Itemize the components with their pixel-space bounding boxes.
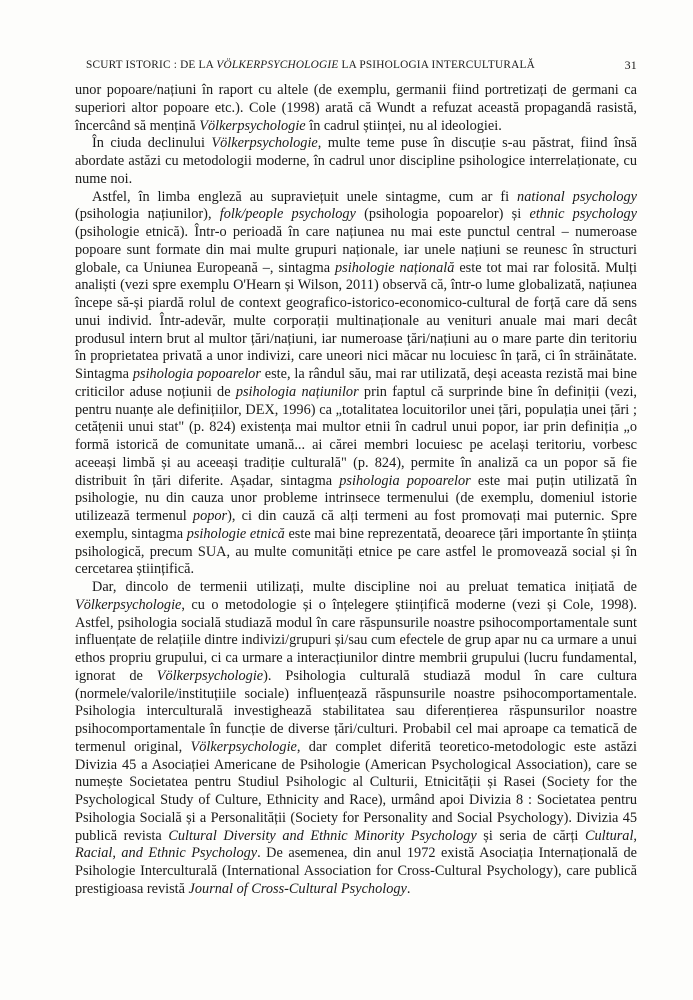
text-run: este, la rândul său, mai rar utilizată, deși aceasta rezistă mai bine criticilor aduse noțiunii de	[75, 366, 637, 400]
running-head	[75, 56, 637, 74]
paragraph	[75, 82, 637, 135]
italic-text: Völkerpsychologie	[211, 135, 318, 152]
paragraph	[75, 189, 637, 580]
italic-text: Völkerpsychologie	[75, 596, 182, 613]
text-run: , dar complet diferită teoretico-metodologic este astăzi Divizia 45 a Asociației Americane de Psihologie (American Psychological Association), care se numește Societatea pentru Studiul Psihologic al Culturii, Etnicității și Rasei (Society for the Psychological Study of Culture, Ethnicity and Race), urmând apoi Divizia 8 : Societatea pentru Psihologia Socială și a Personalității (Society for Personality and Social Psychology). Divizia 45 publică revista	[75, 738, 637, 844]
text-run: (psihologia națiunilor),	[75, 206, 220, 223]
italic-text: Völkerpsychologie	[156, 667, 264, 684]
italic-text: psihologie națională	[335, 259, 455, 276]
text-run: prin faptul că surprinde bine în definiții (vezi, pentru nuanțe ale definițiilor, DEX, 1996) ca „totalitatea locuitorilor unei țări, populația unei țări ; cetățenii unui stat" (p. 824) existența mai multor etnii în cadrul unui popor, iar prin definiția „o formă istorică de comunitate umană... ai cărei membri locuiesc pe același teritoriu, vorbesc aceeași limbă și au aceeași tradiție culturală" (p. 824), permite în analiză ca un popor să fie distribuit în țări diferite. Așadar, sintagma	[75, 383, 637, 489]
text-run: unor popoare/națiuni în raport cu altele (de exemplu, germanii fiind portretizați de germani ca superiori altor popoare etc.). Cole (1998) arată că Wundt a refuzat această propagandă rasistă, încercând să mențină	[75, 82, 637, 134]
italic-text: psihologie etnică	[186, 525, 285, 542]
text-run: .	[406, 880, 411, 897]
book-page	[75, 56, 637, 899]
italic-text: psihologia popoarelor	[339, 472, 471, 489]
text-run: și seria de cărți	[476, 827, 585, 844]
running-head-title: SCURT ISTORIC : DE LA VÖLKERPSYCHOLOGIE LA PSIHOLOGIA INTERCULTURALĂ	[86, 59, 535, 71]
italic-text: Journal of Cross-Cultural Psychology	[188, 880, 407, 897]
text-run: Astfel, în limba engleză au supraviețuit unele sintagme, cum ar fi	[92, 188, 518, 205]
text-run: (psihologia popoarelor) și	[355, 206, 530, 223]
text-run: ). Psihologia culturală studiază modul în care cultura (normele/valorile/instituțiile sociale) influențează răspunsurile noastre psihocomportamentale. Psihologia interculturală investighează stabilitatea sau diferențierea răspunsurilor noastre psihocomportamentale în funcție de diverse țări/culturi. Probabil cel mai aproape ca tematică de termenul original,	[75, 667, 637, 755]
italic-text: Cultural, Racial, and Ethnic Psychology	[75, 827, 637, 862]
text-run: este mai puțin utilizată în psihologie, nu din cauza unor probleme intrinsece termenului (de exemplu, domeniul istorie utilizează termenul	[75, 472, 637, 524]
text-run: , multe teme puse în discuție s-au păstrat, fiind însă abordate astăzi cu metodologii moderne, în cadrul unor discipline psihologice interrelaționate, cu nume noi.	[75, 135, 637, 187]
italic-text: national psychology	[517, 188, 637, 205]
italic-text: Cultural Diversity and Ethnic Minority Psychology	[168, 827, 477, 844]
text-run: este tot mai rar folosită. Mulți analiști (vezi spre exemplu O'Hearn și Wilson, 2011) observă că, într-o lume globalizată, națiunea începe să-și piardă rolul de context geografico-istorico-economico-cultural de forță care dă sens unui individ. Într-adevăr, multe corporații multinaționale au venituri anuale mai mari decât produsul intern brut al multor țări/națiuni, iar numeroase țări/națiuni au o mare parte din teritoriu în proprietatea privată a unor indivizi, care uneori nici măcar nu locuiesc în țară, ci în străinătate. Sintagma	[75, 259, 637, 382]
paragraph	[75, 135, 637, 188]
italic-text: folk/people psychology	[219, 206, 356, 223]
text-run: ), ci din cauză că alți termeni au fost promovați mai puternic. Spre exemplu, sintagma	[75, 508, 637, 542]
body-text	[75, 82, 637, 899]
text-run: (psihologie etnică). Într-o perioadă în care națiunea nu mai este punctul central – numeroase popoare sunt formate din mai multe grupuri naționale, iar unele națiuni se reunesc în structuri globale, ca Uniunea Europeană –, sintagma	[75, 224, 637, 276]
italic-text: Völkerpsychologie	[190, 738, 297, 755]
text-run: este mai bine reprezentată, deoarece țări importante în știința psihologică, precum SUA, au multe comunități etnice pe care astfel le promovează social și în cercetarea științifică.	[75, 525, 638, 578]
italic-text: psihologia popoarelor	[132, 366, 261, 382]
italic-text: ethnic psychology	[529, 206, 637, 223]
page-number: 31	[624, 58, 637, 72]
text-run: În ciuda declinului	[92, 135, 212, 152]
italic-text: psihologia națiunilor	[235, 383, 359, 400]
text-run: în cadrul științei, nu al ideologiei.	[305, 117, 502, 134]
paragraph	[75, 579, 637, 899]
text-run: , cu o metodologie și o înțelegere științifică moderne (vezi și Cole, 1998). Astfel, psihologia socială studiază modul în care răspunsurile noastre psihocomportamentale sunt influențate de relațiile dintre indivizi/grupuri și/sau cum efectele de grup apar nu ca urmare a unui ethos propriu grupului, ci ca urmare a interacțiunilor dintre membrii grupului (lucru fundamental, ignorat de	[75, 596, 637, 684]
text-run: Dar, dincolo de termenii utilizați, multe discipline noi au preluat tematica inițiată de	[92, 579, 637, 595]
italic-text: popor	[192, 508, 228, 524]
text-run: . De asemenea, din anul 1972 există Asociația Internațională de Psihologie Interculturală (International Association for Cross-Cultural Psychology), care publică prestigioasa revistă	[75, 845, 637, 897]
italic-text: Völkerpsychologie	[199, 117, 306, 134]
